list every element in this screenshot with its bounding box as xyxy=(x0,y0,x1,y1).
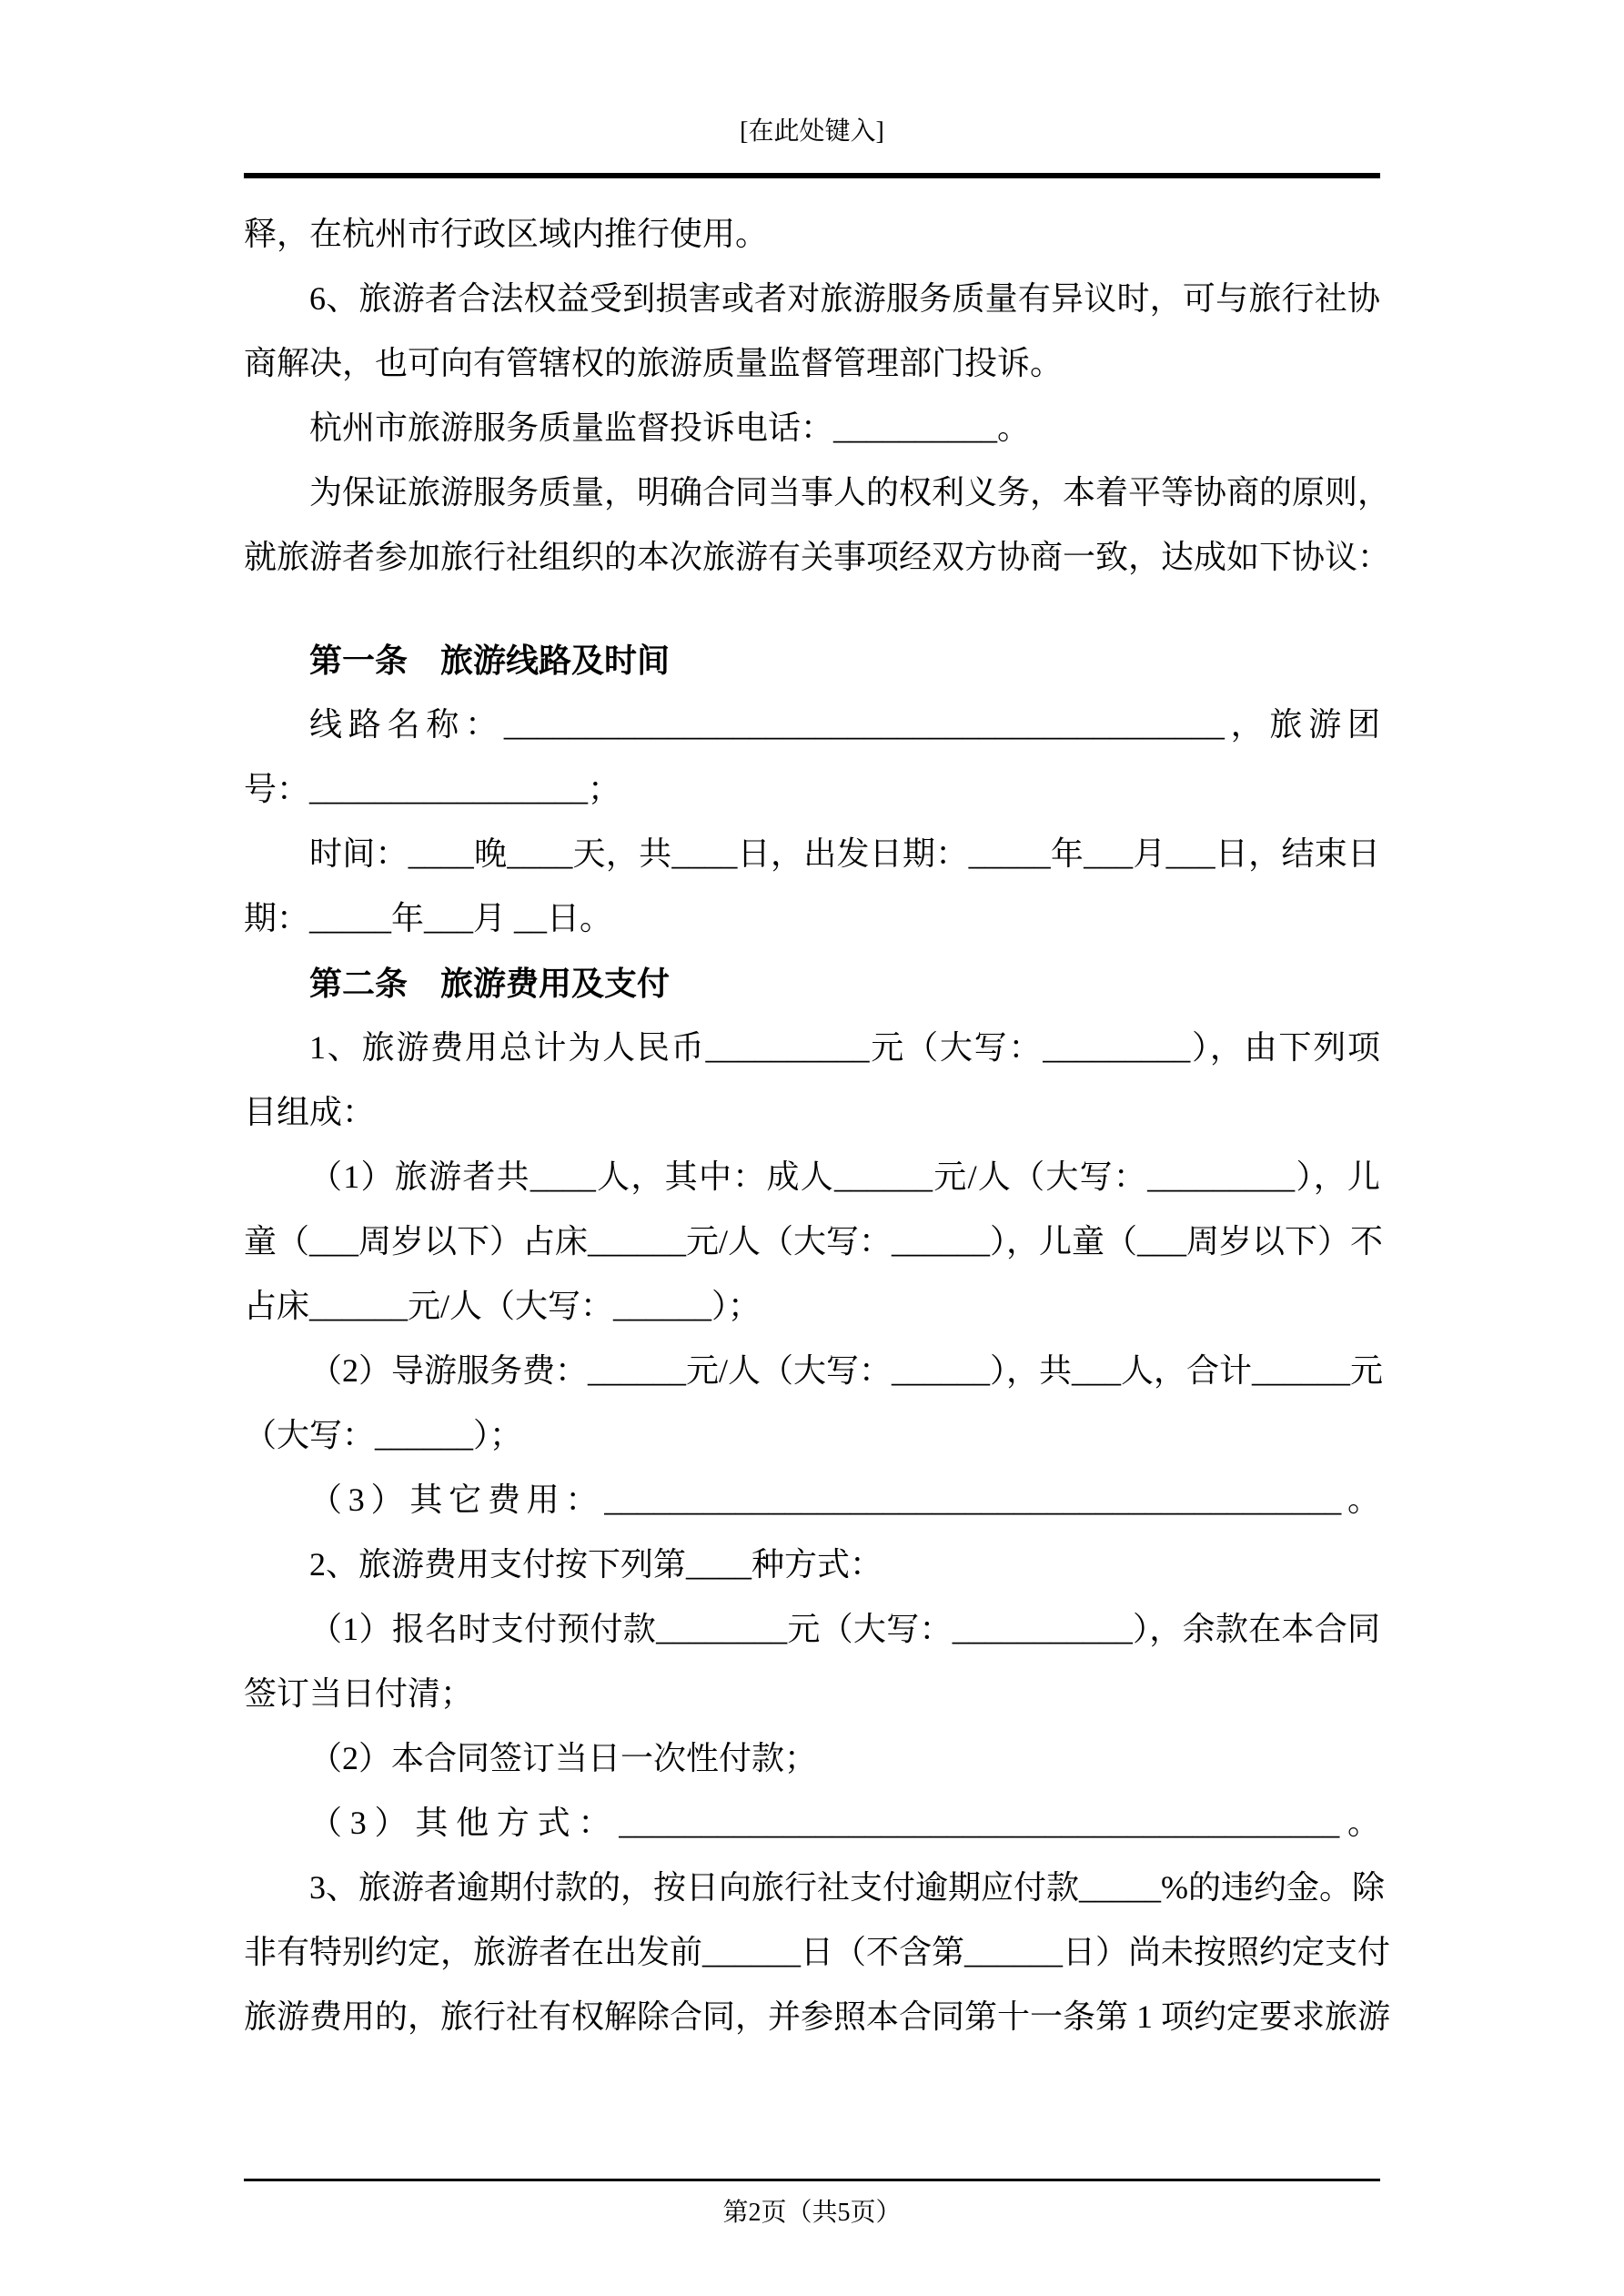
document-line: 非有特别约定，旅游者在出发前______日（不含第______日）尚未按照约定支付 xyxy=(244,1934,1391,1970)
document-line: 旅游费用的，旅行社有权解除合同，并参照本合同第十一条第 1 项约定要求旅游 xyxy=(244,1998,1391,2035)
document-line: 释，在杭州市行政区域内推行使用。 xyxy=(244,216,769,252)
section-heading: 第二条 旅游费用及支付 xyxy=(309,965,671,1002)
header-rule xyxy=(244,173,1380,178)
document-line: 商解决，也可向有管辖权的旅游质量监督管理部门投诉。 xyxy=(244,345,1064,381)
document-line: 目组成： xyxy=(244,1094,376,1130)
document-line: （1）报名时支付预付款________元（大写：___________），余款在本合同 xyxy=(309,1611,1380,1647)
document-line: 1、旅游费用总计为人民币__________元（大写：_________），由下列项 xyxy=(309,1029,1380,1066)
document-line: 线路名称：____________________________________________，旅游团 xyxy=(309,706,1380,743)
document-line: 期：_____年___月 __日。 xyxy=(244,900,613,936)
document-line: 6、旅游者合法权益受到损害或者对旅游服务质量有异议时，可与旅行社协 xyxy=(309,280,1380,317)
document-line: （大写：______）； xyxy=(244,1417,523,1453)
document-line: （1）旅游者共____人，其中：成人______元/人（大写：_________），儿 xyxy=(309,1158,1380,1195)
header-placeholder: [在此处键入] xyxy=(740,117,884,146)
document-line: （3）其他方式：____________________________________________。 xyxy=(309,1805,1380,1841)
document-line: 占床______元/人（大写：______）； xyxy=(244,1288,762,1324)
document-line: 签订当日付清； xyxy=(244,1675,474,1712)
document-line: 为保证旅游服务质量，明确合同当事人的权利义务，本着平等协商的原则， xyxy=(309,474,1391,511)
document-body xyxy=(244,202,1391,2049)
page-number: 第2页（共5页） xyxy=(722,2199,902,2227)
document-line: 2、旅游费用支付按下列第____种方式： xyxy=(309,1546,883,1583)
document-line: （2）导游服务费：______元/人（大写：______），共___人，合计______元 xyxy=(309,1352,1384,1389)
document-line: （2）本合同签订当日一次性付款； xyxy=(309,1740,818,1776)
document-line: 号：_________________； xyxy=(244,771,621,807)
section-heading: 第一条 旅游线路及时间 xyxy=(309,642,671,679)
document-line: 童（___周岁以下）占床______元/人（大写：______），儿童（___周岁以下）不 xyxy=(244,1223,1384,1259)
document-line: 就旅游者参加旅行社组织的本次旅游有关事项经双方协商一致，达成如下协议： xyxy=(244,539,1391,575)
document-line: 杭州市旅游服务质量监督投诉电话：__________。 xyxy=(309,410,1031,446)
document-line: 时间：____晚____天，共____日，出发日期：_____年___月___日，结束日 xyxy=(309,835,1380,872)
document-line: 3、旅游者逾期付款的，按日向旅行社支付逾期应付款_____%的违约金。除 xyxy=(309,1869,1385,1906)
footer-rule xyxy=(244,2179,1380,2181)
document-line: （3）其它费用：_____________________________________________。 xyxy=(309,1482,1380,1518)
